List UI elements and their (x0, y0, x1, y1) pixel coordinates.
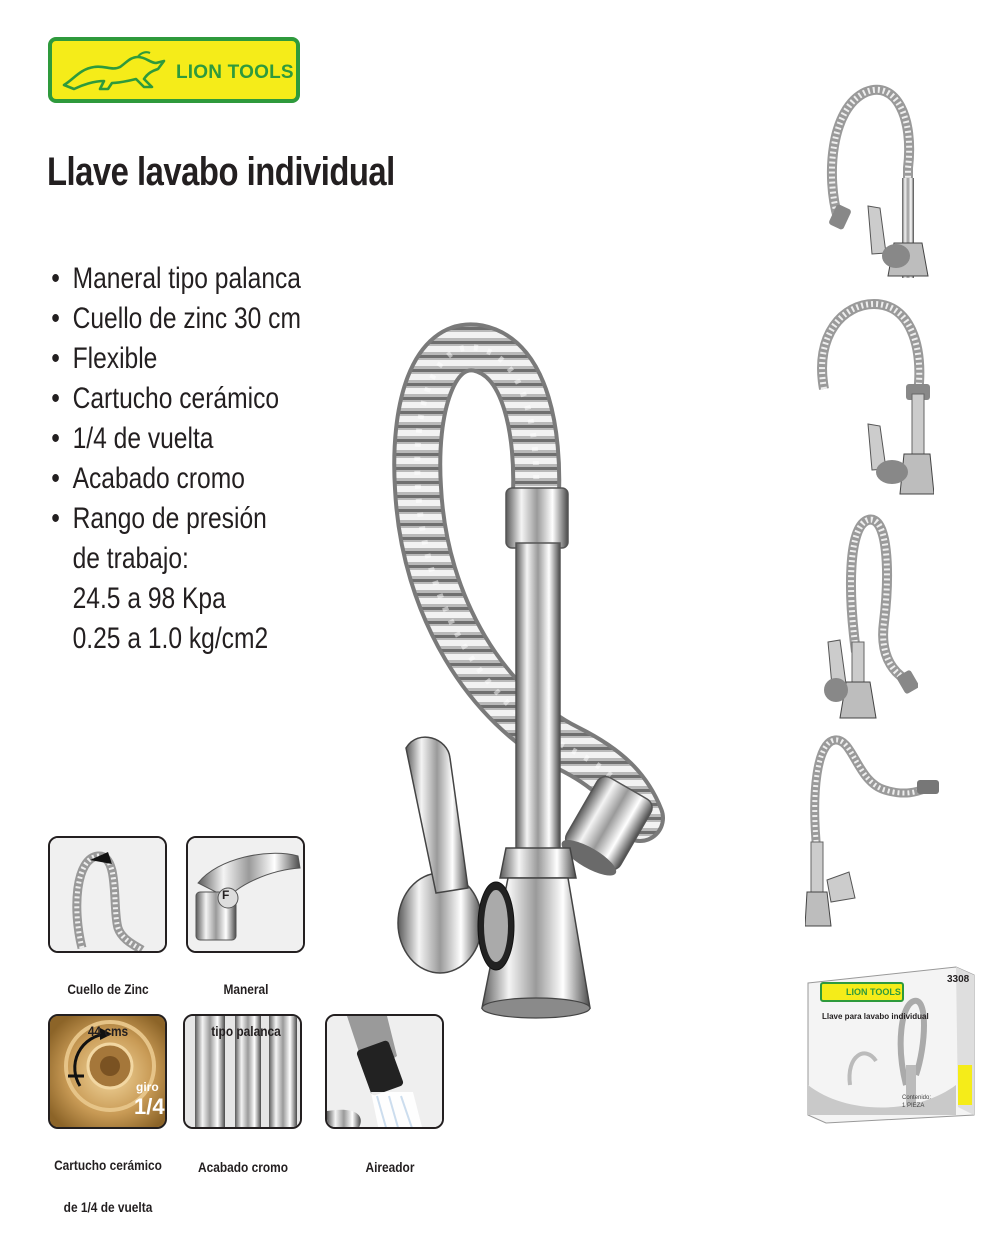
caption-line: Cuello de Zinc (67, 981, 149, 997)
detail-handle-image (186, 836, 305, 953)
detail-aerator-image (325, 1014, 444, 1129)
caption-line: Maneral (223, 981, 269, 997)
faucet-main-image (378, 318, 718, 1028)
feature-item: • Cartucho cerámico (48, 379, 310, 419)
feature-item: • Rango de presión (48, 499, 310, 539)
detail-caption (331, 1136, 450, 1199)
faucet-view-thumbnail (814, 294, 934, 499)
package-brand-logo: LION TOOLS (820, 982, 904, 1002)
faucet-view-thumbnail (818, 512, 918, 722)
faucet-view-thumbnail (805, 732, 945, 932)
page-title: Llave lavabo individual (47, 150, 395, 194)
feature-item: • Acabado cromo (48, 459, 310, 499)
detail-caption (40, 1134, 176, 1239)
feature-item: • Flexible (48, 339, 310, 379)
caption-line: Acabado cromo (198, 1159, 288, 1175)
detail-caption (49, 958, 168, 1063)
package-code: 3308 (947, 974, 970, 985)
pressure-line: de trabajo: (72, 542, 189, 575)
caption-line: Cartucho cerámico (54, 1157, 162, 1173)
package-contents: Contenido: 1 PIEZA (902, 1095, 932, 1109)
pressure-line: 24.5 a 98 Kpa (72, 582, 226, 615)
feature-item: • Cuello de zinc 30 cm (48, 299, 310, 339)
turn-value: 1/4 (134, 1094, 165, 1119)
lion-icon (60, 49, 180, 93)
detail-caption (184, 1136, 303, 1199)
caption-line: tipo palanca (211, 1023, 281, 1039)
brand-name: LION TOOLS (176, 62, 294, 83)
detail-caption (187, 958, 306, 1063)
detail-neck-image (48, 836, 167, 953)
caption-line: 44 cms (87, 1023, 129, 1039)
package-title: Llave para lavabo individual (822, 1012, 929, 1021)
turn-label: giro (136, 1080, 159, 1094)
feature-item: • 1/4 de vuelta (48, 419, 310, 459)
caption-line: de 1/4 de vuelta (63, 1199, 153, 1215)
faucet-view-thumbnail (816, 78, 931, 283)
pressure-line: 0.25 a 1.0 kg/cm2 (72, 622, 269, 655)
handle-letter: F (222, 888, 230, 902)
caption-line: Aireador (365, 1159, 415, 1175)
feature-item: • Maneral tipo palanca (48, 259, 310, 299)
brand-logo (48, 37, 300, 103)
feature-list (48, 259, 368, 659)
